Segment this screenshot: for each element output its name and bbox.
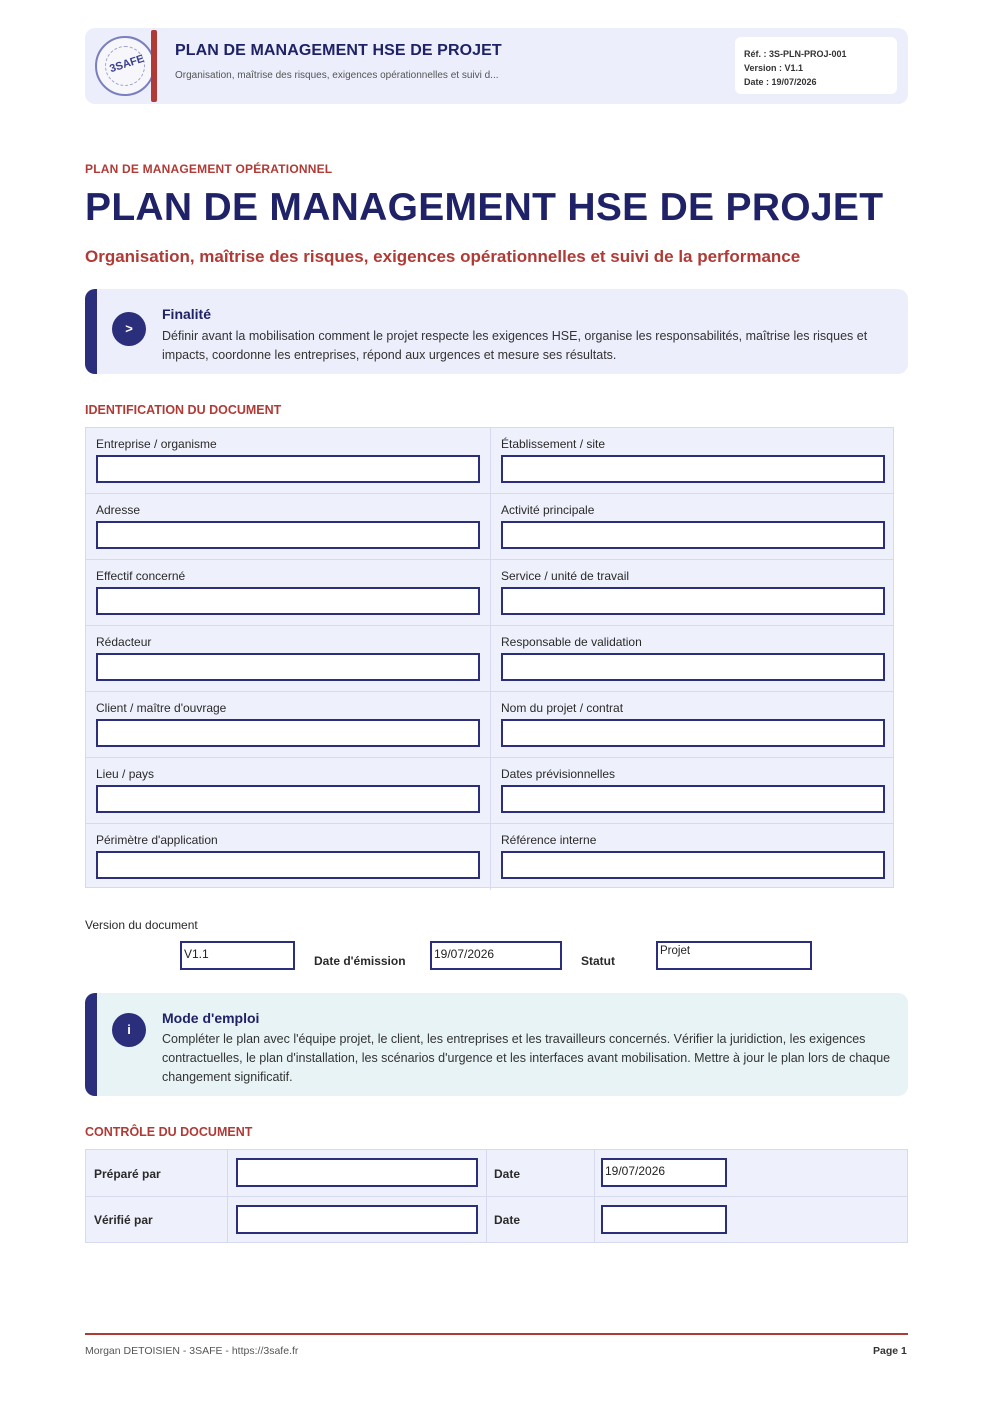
text-field[interactable] — [501, 587, 885, 615]
footer-rule — [85, 1333, 908, 1335]
field-label: Responsable de validation — [501, 635, 642, 649]
text-field[interactable] — [96, 587, 480, 615]
reference-box — [735, 37, 897, 94]
identification-cell — [86, 494, 490, 560]
identification-cell — [490, 758, 894, 824]
company-logo — [95, 36, 155, 96]
version-field[interactable]: V1.1 — [180, 941, 295, 970]
verified-by-label: Vérifié par — [94, 1213, 153, 1227]
text-field[interactable] — [501, 455, 885, 483]
instructions-body: Compléter le plan avec l'équipe projet, le client, les entreprises et les travailleurs concernés. Vérifier la juridiction, les exigences contractuelles, le plan d'installation, les scénarios d'urgence et les interfaces avant mobilisation. Mettre à jour le plan lors de chaque changement significatif. — [162, 1032, 891, 1084]
field-label: Rédacteur — [96, 635, 152, 649]
identification-cell — [86, 428, 490, 494]
page-subtitle: Organisation, maîtrise des risques, exigences opérationnelles et suivi de la performance — [85, 247, 801, 266]
purpose-body: Définir avant la mobilisation comment le projet respecte les exigences HSE, organise les responsabilités, maîtrise les risques et impacts, coordonne les entreprises, répond aux urgences et mesure ses résultats. — [162, 329, 868, 362]
logo-text: 3SAFE — [108, 52, 146, 76]
section-kicker: PLAN DE MANAGEMENT OPÉRATIONNEL — [85, 162, 333, 176]
instructions-title: Mode d'emploi — [162, 1010, 260, 1026]
identification-cell — [490, 626, 894, 692]
identification-heading: IDENTIFICATION DU DOCUMENT — [85, 403, 282, 417]
identification-cell — [490, 428, 894, 494]
text-field[interactable] — [96, 719, 480, 747]
text-field[interactable] — [501, 719, 885, 747]
instructions-callout — [85, 993, 908, 1096]
field-label: Lieu / pays — [96, 767, 155, 781]
text-field[interactable] — [501, 653, 885, 681]
page-title: PLAN DE MANAGEMENT HSE DE PROJET — [85, 186, 884, 229]
field-label: Dates prévisionnelles — [501, 767, 616, 781]
status-label: Statut — [581, 954, 615, 968]
text-field[interactable] — [96, 653, 480, 681]
issue-date-field[interactable]: 19/07/2026 — [430, 941, 562, 970]
identification-cell — [490, 692, 894, 758]
field-label: Établissement / site — [501, 437, 606, 451]
page-number: Page 1 — [873, 1345, 907, 1357]
reference-date: Date : 19/07/2026 — [744, 77, 817, 87]
chevron-right-icon: > — [112, 312, 146, 346]
field-label: Nom du projet / contrat — [501, 701, 624, 715]
prepared-by-field[interactable] — [236, 1158, 478, 1187]
verified-date-field[interactable] — [601, 1205, 727, 1234]
identification-cell — [490, 560, 894, 626]
field-label: Référence interne — [501, 833, 597, 847]
header-accent-bar — [151, 30, 157, 102]
purpose-callout — [85, 289, 908, 374]
text-field[interactable] — [501, 785, 885, 813]
footer-author: Morgan DETOISIEN - 3SAFE - https://3safe.fr — [85, 1345, 299, 1357]
reference-code: Réf. : 3S-PLN-PROJ-001 — [744, 49, 847, 59]
identification-cell — [86, 758, 490, 824]
identification-cell — [86, 692, 490, 758]
header-subtitle: Organisation, maîtrise des risques, exigences opérationnelles et suivi d... — [175, 70, 499, 81]
identification-cell — [490, 494, 894, 560]
field-label: Adresse — [96, 503, 141, 517]
control-table — [85, 1149, 908, 1243]
issue-date-label: Date d'émission — [314, 954, 406, 968]
text-field[interactable] — [96, 521, 480, 549]
field-label: Service / unité de travail — [501, 569, 630, 583]
prepared-date-field[interactable]: 19/07/2026 — [601, 1158, 727, 1187]
status-select[interactable]: Projet — [656, 941, 812, 970]
field-label: Périmètre d'application — [96, 833, 218, 847]
info-icon: i — [112, 1013, 146, 1047]
field-label: Effectif concerné — [96, 569, 186, 583]
prepared-date-label: Date — [494, 1167, 521, 1181]
verified-date-label: Date — [494, 1213, 521, 1227]
field-label: Entreprise / organisme — [96, 437, 217, 451]
header-card — [85, 28, 908, 104]
version-label: Version du document — [85, 918, 198, 932]
text-field[interactable] — [501, 851, 885, 879]
text-field[interactable] — [501, 521, 885, 549]
control-heading: CONTRÔLE DU DOCUMENT — [85, 1125, 253, 1139]
verified-by-field[interactable] — [236, 1205, 478, 1234]
identification-grid — [85, 427, 894, 888]
field-label: Client / maître d'ouvrage — [96, 701, 227, 715]
text-field[interactable] — [96, 785, 480, 813]
prepared-by-label: Préparé par — [94, 1167, 161, 1181]
field-label: Activité principale — [501, 503, 595, 517]
text-field[interactable] — [96, 455, 480, 483]
identification-cell — [490, 824, 894, 890]
header-title: PLAN DE MANAGEMENT HSE DE PROJET — [175, 42, 502, 59]
reference-version: Version : V1.1 — [744, 63, 804, 73]
text-field[interactable] — [96, 851, 480, 879]
identification-cell — [86, 626, 490, 692]
purpose-title: Finalité — [162, 306, 212, 322]
identification-cell — [86, 824, 490, 890]
identification-cell — [86, 560, 490, 626]
